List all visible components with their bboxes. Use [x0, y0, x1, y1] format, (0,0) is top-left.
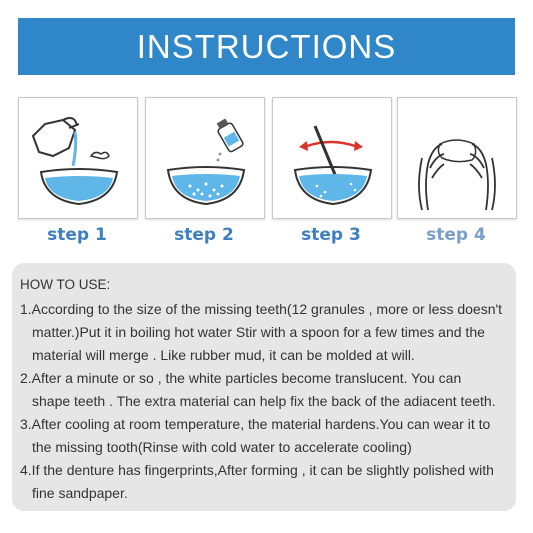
hands-molding-material-icon — [398, 98, 516, 218]
how-to-use-heading: HOW TO USE: — [20, 277, 111, 292]
how-to-use-panel — [12, 263, 516, 511]
instruction-line: 3.After cooling at room temperature, the material hardens.You can wear it to — [20, 416, 491, 432]
pour-kettle-into-bowl-icon — [19, 98, 137, 218]
step-1-label: step 1 — [47, 225, 107, 245]
instruction-line: shape teeth . The extra material can help fix the back of the adiacent teeth. — [32, 393, 496, 409]
how-to-use-text — [20, 273, 510, 505]
steps-row — [18, 97, 515, 257]
instruction-line: material will merge . Like rubber mud, it can be molded at will. — [32, 347, 415, 363]
step-4-label: step 4 — [426, 225, 486, 245]
instruction-line: 2.After a minute or so , the white particles become translucent. You can — [20, 370, 462, 386]
stir-bowl-icon — [273, 98, 391, 218]
step-2-label: step 2 — [174, 225, 234, 245]
step-2-card — [145, 97, 265, 219]
step-3-label: step 3 — [301, 225, 361, 245]
instruction-line: matter.)Put it in boiling hot water Stir with a spoon for a few times and the — [32, 324, 485, 340]
instruction-line: 1.According to the size of the missing teeth(12 granules , more or less doesn't — [20, 301, 503, 317]
step-3-card — [272, 97, 392, 219]
instruction-line: 4.If the denture has fingerprints,After forming , it can be slightly polished with — [20, 462, 494, 478]
instructions-banner — [18, 18, 515, 75]
page-title: INSTRUCTIONS — [136, 27, 397, 65]
pour-granules-into-bowl-icon — [146, 98, 264, 218]
step-1-card — [18, 97, 138, 219]
step-4-card — [397, 97, 517, 219]
instruction-line: fine sandpaper. — [32, 485, 128, 501]
instruction-line: the missing tooth(Rinse with cold water to accelerate cooling) — [32, 439, 412, 455]
